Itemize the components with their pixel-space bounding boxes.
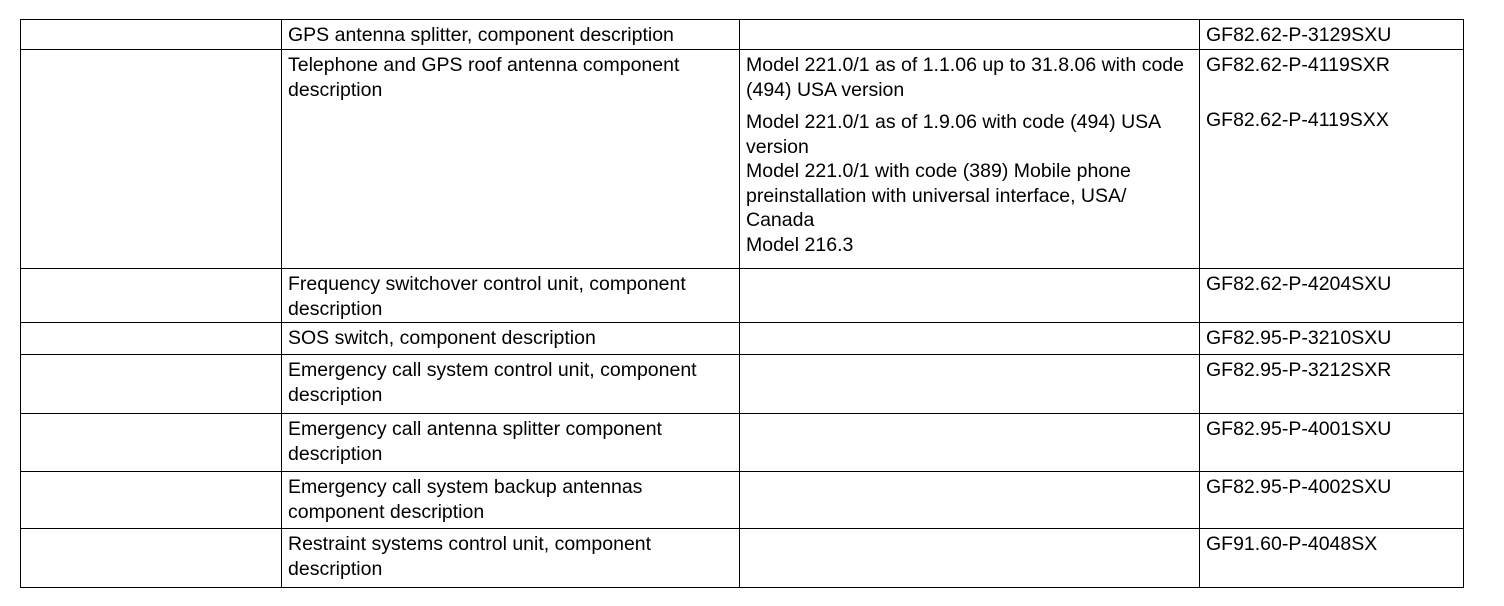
table-row: [21, 355, 1464, 414]
conditions-cell: [740, 50, 1200, 269]
empty-cell: [21, 355, 282, 414]
table-row: [21, 323, 1464, 355]
component-description: Restraint systems control unit, component description: [282, 529, 740, 588]
component-description: GPS antenna splitter, component description: [282, 20, 740, 50]
empty-cell: [21, 50, 282, 269]
empty-cell: [21, 20, 282, 50]
table-row: [21, 269, 1464, 323]
component-description: Emergency call system backup antennas component description: [282, 472, 740, 529]
conditions-cell: [740, 414, 1200, 472]
conditions-cell: [740, 323, 1200, 355]
condition-text: Model 216.3: [746, 233, 854, 256]
empty-cell: [21, 414, 282, 472]
document-code-cell: [1200, 50, 1464, 269]
component-description: Telephone and GPS roof antenna component description: [282, 50, 740, 269]
component-description: Emergency call system control unit, component description: [282, 355, 740, 414]
document-code: GF82.95-P-3210SXU: [1200, 323, 1464, 355]
document-code: GF82.95-P-4002SXU: [1200, 472, 1464, 529]
document-code: GF82.62-P-4119SXR: [1206, 54, 1390, 76]
empty-cell: [21, 472, 282, 529]
document-code: GF82.62-P-4119SXX: [1206, 108, 1389, 131]
component-description: Emergency call antenna splitter component description: [282, 414, 740, 472]
document-code: GF82.95-P-3212SXR: [1200, 355, 1464, 414]
component-description: SOS switch, component description: [282, 323, 740, 355]
document-code: GF82.62-P-3129SXU: [1200, 20, 1464, 50]
table-row: [21, 472, 1464, 529]
conditions-cell: [740, 472, 1200, 529]
document-code: GF82.62-P-4204SXU: [1200, 269, 1464, 323]
empty-cell: [21, 529, 282, 588]
condition-text: Model 221.0/1 as of 1.1.06 up to 31.8.06 with code (494) USA version: [746, 54, 1184, 101]
conditions-cell: [740, 355, 1200, 414]
condition-text: Model 221.0/1 with code (389) Mobile phone preinstallation with universal interface, USA/ Canada: [746, 160, 1131, 231]
component-description: Frequency switchover control unit, component description: [282, 269, 740, 323]
table-row: [21, 50, 1464, 269]
conditions-cell: [740, 20, 1200, 50]
component-reference-table: [20, 19, 1464, 588]
table-row: [21, 20, 1464, 50]
conditions-cell: [740, 529, 1200, 588]
document-code: GF82.95-P-4001SXU: [1200, 414, 1464, 472]
empty-cell: [21, 269, 282, 323]
conditions-cell: [740, 269, 1200, 323]
condition-text: Model 221.0/1 as of 1.9.06 with code (494) USA version: [746, 111, 1161, 158]
document-code: GF91.60-P-4048SX: [1200, 529, 1464, 588]
table-row: [21, 414, 1464, 472]
table-row: [21, 529, 1464, 588]
empty-cell: [21, 323, 282, 355]
